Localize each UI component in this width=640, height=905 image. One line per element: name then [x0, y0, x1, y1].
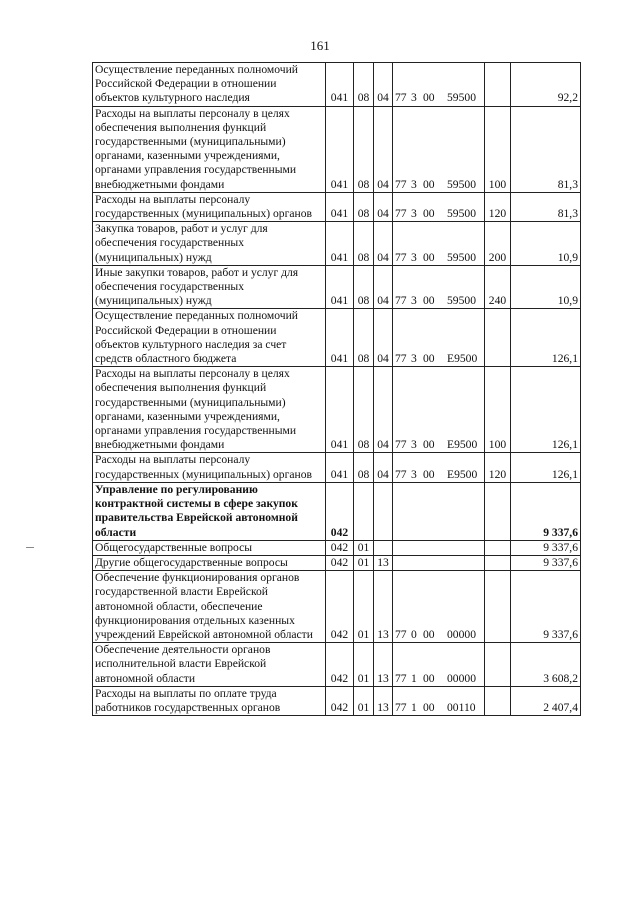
row-target-code	[393, 106, 485, 192]
row-target-code	[393, 686, 485, 715]
row-target-code-part: 77	[395, 294, 407, 308]
row-ved-code: 042	[326, 482, 354, 540]
row-target-code-part: 00	[423, 294, 435, 308]
row-target-code-part: 77	[395, 700, 407, 714]
row-name: Обеспечение функционирования органов государственной власти Еврейской автономной области, обеспечение функционирования отдельных казенных учреждений Еврейской автономной области	[93, 571, 326, 643]
row-target-code-part: 00	[423, 467, 435, 481]
row-section-code	[354, 482, 374, 540]
row-target-code-part: 00	[423, 177, 435, 191]
table-row	[93, 222, 581, 266]
row-target-code	[393, 222, 485, 266]
table-body	[93, 63, 581, 716]
row-section-code: 01	[354, 571, 374, 643]
row-target-code-part: 00000	[447, 671, 476, 685]
row-name: Закупка товаров, работ и услуг для обеспечения государственных (муниципальных) нужд	[93, 222, 326, 266]
row-amount: 10,9	[511, 222, 581, 266]
row-target-code	[393, 192, 485, 221]
table-row	[93, 571, 581, 643]
table-row	[93, 367, 581, 453]
row-expense-type-code	[485, 643, 511, 687]
row-target-code-part: 1	[411, 700, 417, 714]
row-target-code-part: 59500	[447, 294, 476, 308]
row-name: Обеспечение деятельности органов исполнительной власти Еврейской автономной области	[93, 643, 326, 687]
row-target-code-part: 00	[423, 207, 435, 221]
row-section-code: 01	[354, 686, 374, 715]
row-amount: 126,1	[511, 309, 581, 367]
row-amount: 3 608,2	[511, 643, 581, 687]
row-ved-code: 042	[326, 643, 354, 687]
row-amount: 92,2	[511, 63, 581, 107]
row-amount: 9 337,6	[511, 482, 581, 540]
row-target-code-part: 77	[395, 467, 407, 481]
row-expense-type-code	[485, 540, 511, 555]
row-target-code-part: E9500	[447, 438, 478, 452]
row-subsection-code: 04	[374, 222, 393, 266]
row-subsection-code: 13	[374, 686, 393, 715]
row-amount: 81,3	[511, 192, 581, 221]
row-expense-type-code: 100	[485, 106, 511, 192]
row-target-code	[393, 555, 485, 570]
row-subsection-code	[374, 482, 393, 540]
table-row	[93, 106, 581, 192]
row-target-code	[393, 540, 485, 555]
row-expense-type-code	[485, 686, 511, 715]
row-ved-code: 042	[326, 540, 354, 555]
row-target-code-part: 77	[395, 671, 407, 685]
row-section-code: 08	[354, 63, 374, 107]
row-subsection-code: 04	[374, 309, 393, 367]
row-amount: 2 407,4	[511, 686, 581, 715]
page-number: 161	[310, 38, 330, 53]
row-ved-code: 041	[326, 367, 354, 453]
row-name: Расходы на выплаты персоналу в целях обеспечения выполнения функций государственными (муниципальными) органами, казенными учреждениями, органами управления государственными внебюджетными фондами	[93, 106, 326, 192]
row-expense-type-code	[485, 555, 511, 570]
row-target-code-part: 00	[423, 671, 435, 685]
row-target-code-part: 00	[423, 250, 435, 264]
row-subsection-code: 13	[374, 643, 393, 687]
row-name: Управление по регулированию контрактной системы в сфере закупок правительства Еврейской автономной области	[93, 482, 326, 540]
row-subsection-code	[374, 540, 393, 555]
row-amount: 126,1	[511, 367, 581, 453]
row-section-code: 08	[354, 222, 374, 266]
row-target-code-part: 00	[423, 352, 435, 366]
row-target-code-part: 00	[423, 91, 435, 105]
table-row	[93, 540, 581, 555]
row-name: Расходы на выплаты по оплате труда работников государственных органов	[93, 686, 326, 715]
scan-artifact	[26, 547, 34, 548]
row-target-code	[393, 453, 485, 482]
row-name: Другие общегосударственные вопросы	[93, 555, 326, 570]
row-target-code-part: 77	[395, 207, 407, 221]
row-target-code-part: 00	[423, 700, 435, 714]
row-target-code	[393, 571, 485, 643]
row-ved-code: 041	[326, 63, 354, 107]
row-amount: 9 337,6	[511, 571, 581, 643]
row-target-code	[393, 367, 485, 453]
row-ved-code: 041	[326, 453, 354, 482]
row-subsection-code: 04	[374, 453, 393, 482]
table-row	[93, 265, 581, 309]
row-target-code	[393, 265, 485, 309]
row-target-code-part: 59500	[447, 91, 476, 105]
row-target-code-part: 3	[411, 352, 417, 366]
row-target-code-part: 59500	[447, 250, 476, 264]
row-target-code-part: 00110	[447, 700, 476, 714]
row-ved-code: 041	[326, 222, 354, 266]
row-target-code	[393, 482, 485, 540]
row-target-code-part: 1	[411, 671, 417, 685]
row-target-code-part: 77	[395, 250, 407, 264]
row-subsection-code: 13	[374, 555, 393, 570]
row-ved-code: 042	[326, 571, 354, 643]
row-target-code-part: 3	[411, 294, 417, 308]
row-name: Иные закупки товаров, работ и услуг для обеспечения государственных (муниципальных) нужд	[93, 265, 326, 309]
row-ved-code: 042	[326, 555, 354, 570]
row-expense-type-code: 240	[485, 265, 511, 309]
table-row	[93, 686, 581, 715]
table-row	[93, 555, 581, 570]
row-section-code: 08	[354, 106, 374, 192]
row-expense-type-code: 100	[485, 367, 511, 453]
table-row	[93, 643, 581, 687]
row-amount: 81,3	[511, 106, 581, 192]
row-target-code-part: 3	[411, 250, 417, 264]
row-target-code-part: 00000	[447, 627, 476, 641]
row-section-code: 01	[354, 555, 374, 570]
row-target-code-part: 59500	[447, 207, 476, 221]
row-section-code: 01	[354, 643, 374, 687]
row-target-code-part: 3	[411, 207, 417, 221]
row-target-code-part: 77	[395, 177, 407, 191]
row-target-code-part: 0	[411, 627, 417, 641]
table-row	[93, 309, 581, 367]
row-ved-code: 042	[326, 686, 354, 715]
row-amount: 126,1	[511, 453, 581, 482]
row-target-code-part: 3	[411, 438, 417, 452]
row-subsection-code: 04	[374, 265, 393, 309]
row-section-code: 08	[354, 309, 374, 367]
row-target-code-part: 00	[423, 627, 435, 641]
row-subsection-code: 04	[374, 192, 393, 221]
row-expense-type-code: 200	[485, 222, 511, 266]
row-amount: 10,9	[511, 265, 581, 309]
row-ved-code: 041	[326, 192, 354, 221]
row-target-code	[393, 643, 485, 687]
row-expense-type-code: 120	[485, 453, 511, 482]
row-section-code: 08	[354, 192, 374, 221]
row-section-code: 01	[354, 540, 374, 555]
budget-table	[92, 62, 581, 716]
row-target-code-part: 77	[395, 91, 407, 105]
table-row	[93, 453, 581, 482]
row-target-code-part: 77	[395, 352, 407, 366]
row-name: Расходы на выплаты персоналу государственных (муниципальных) органов	[93, 453, 326, 482]
row-target-code-part: E9500	[447, 352, 478, 366]
row-target-code-part: 00	[423, 438, 435, 452]
row-expense-type-code	[485, 309, 511, 367]
row-expense-type-code: 120	[485, 192, 511, 221]
row-expense-type-code	[485, 63, 511, 107]
row-target-code	[393, 309, 485, 367]
row-amount: 9 337,6	[511, 555, 581, 570]
row-name: Общегосударственные вопросы	[93, 540, 326, 555]
table-row	[93, 63, 581, 107]
row-name: Осуществление переданных полномочий Российской Федерации в отношении объектов культурного наследия за счет средств областного бюджета	[93, 309, 326, 367]
row-target-code-part: 3	[411, 91, 417, 105]
row-name: Осуществление переданных полномочий Российской Федерации в отношении объектов культурного наследия	[93, 63, 326, 107]
row-subsection-code: 04	[374, 106, 393, 192]
row-subsection-code: 04	[374, 367, 393, 453]
row-target-code-part: E9500	[447, 467, 478, 481]
row-expense-type-code	[485, 482, 511, 540]
row-target-code-part: 3	[411, 177, 417, 191]
row-ved-code: 041	[326, 265, 354, 309]
row-subsection-code: 13	[374, 571, 393, 643]
row-target-code-part: 77	[395, 438, 407, 452]
table-row	[93, 482, 581, 540]
row-ved-code: 041	[326, 309, 354, 367]
table-row	[93, 192, 581, 221]
row-target-code-part: 59500	[447, 177, 476, 191]
row-expense-type-code	[485, 571, 511, 643]
row-section-code: 08	[354, 453, 374, 482]
row-target-code-part: 77	[395, 627, 407, 641]
row-target-code	[393, 63, 485, 107]
row-ved-code: 041	[326, 106, 354, 192]
row-target-code-part: 3	[411, 467, 417, 481]
row-name: Расходы на выплаты персоналу государственных (муниципальных) органов	[93, 192, 326, 221]
row-amount: 9 337,6	[511, 540, 581, 555]
row-subsection-code: 04	[374, 63, 393, 107]
row-section-code: 08	[354, 265, 374, 309]
row-name: Расходы на выплаты персоналу в целях обеспечения выполнения функций государственными (муниципальными) органами, казенными учреждениями, органами управления государственными внебюджетными фондами	[93, 367, 326, 453]
row-section-code: 08	[354, 367, 374, 453]
